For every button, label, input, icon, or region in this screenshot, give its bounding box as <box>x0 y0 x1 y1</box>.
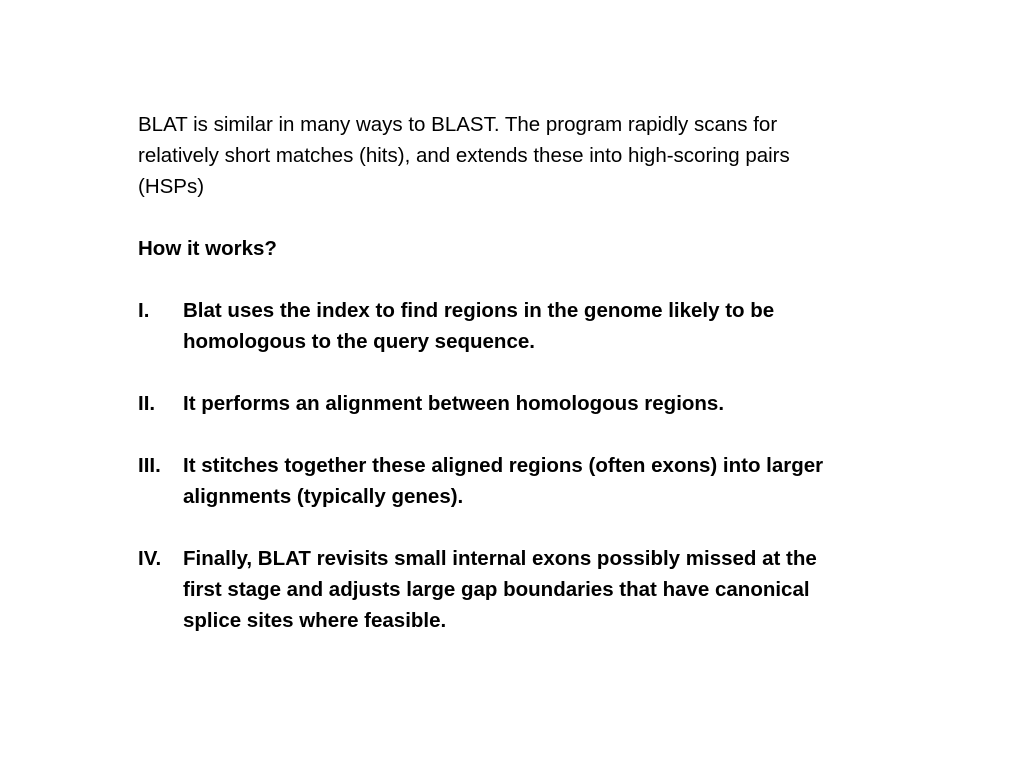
slide-content <box>138 109 838 636</box>
steps-list <box>138 295 838 636</box>
step-text: It performs an alignment between homologous regions. <box>183 392 725 415</box>
step-number: II. <box>138 392 156 415</box>
step-number: III. <box>138 454 161 477</box>
step-text: Blat uses the index to find regions in the genome likely to be homologous to the query sequence. <box>183 299 775 353</box>
step-item <box>138 450 838 512</box>
intro-paragraph: BLAT is similar in many ways to BLAST. The program rapidly scans for relatively short matches (hits), and extends these into high-scoring pairs (HSPs) <box>138 113 790 198</box>
step-text: Finally, BLAT revisits small internal exons possibly missed at the first stage and adjusts large gap boundaries that have canonical splice sites where feasible. <box>183 547 817 632</box>
section-heading: How it works? <box>138 237 277 260</box>
step-item <box>138 543 838 636</box>
step-item <box>138 388 838 419</box>
step-text: It stitches together these aligned regions (often exons) into larger alignments (typically genes). <box>183 454 824 508</box>
step-number: I. <box>138 299 150 322</box>
step-item <box>138 295 838 357</box>
step-number: IV. <box>138 547 162 570</box>
